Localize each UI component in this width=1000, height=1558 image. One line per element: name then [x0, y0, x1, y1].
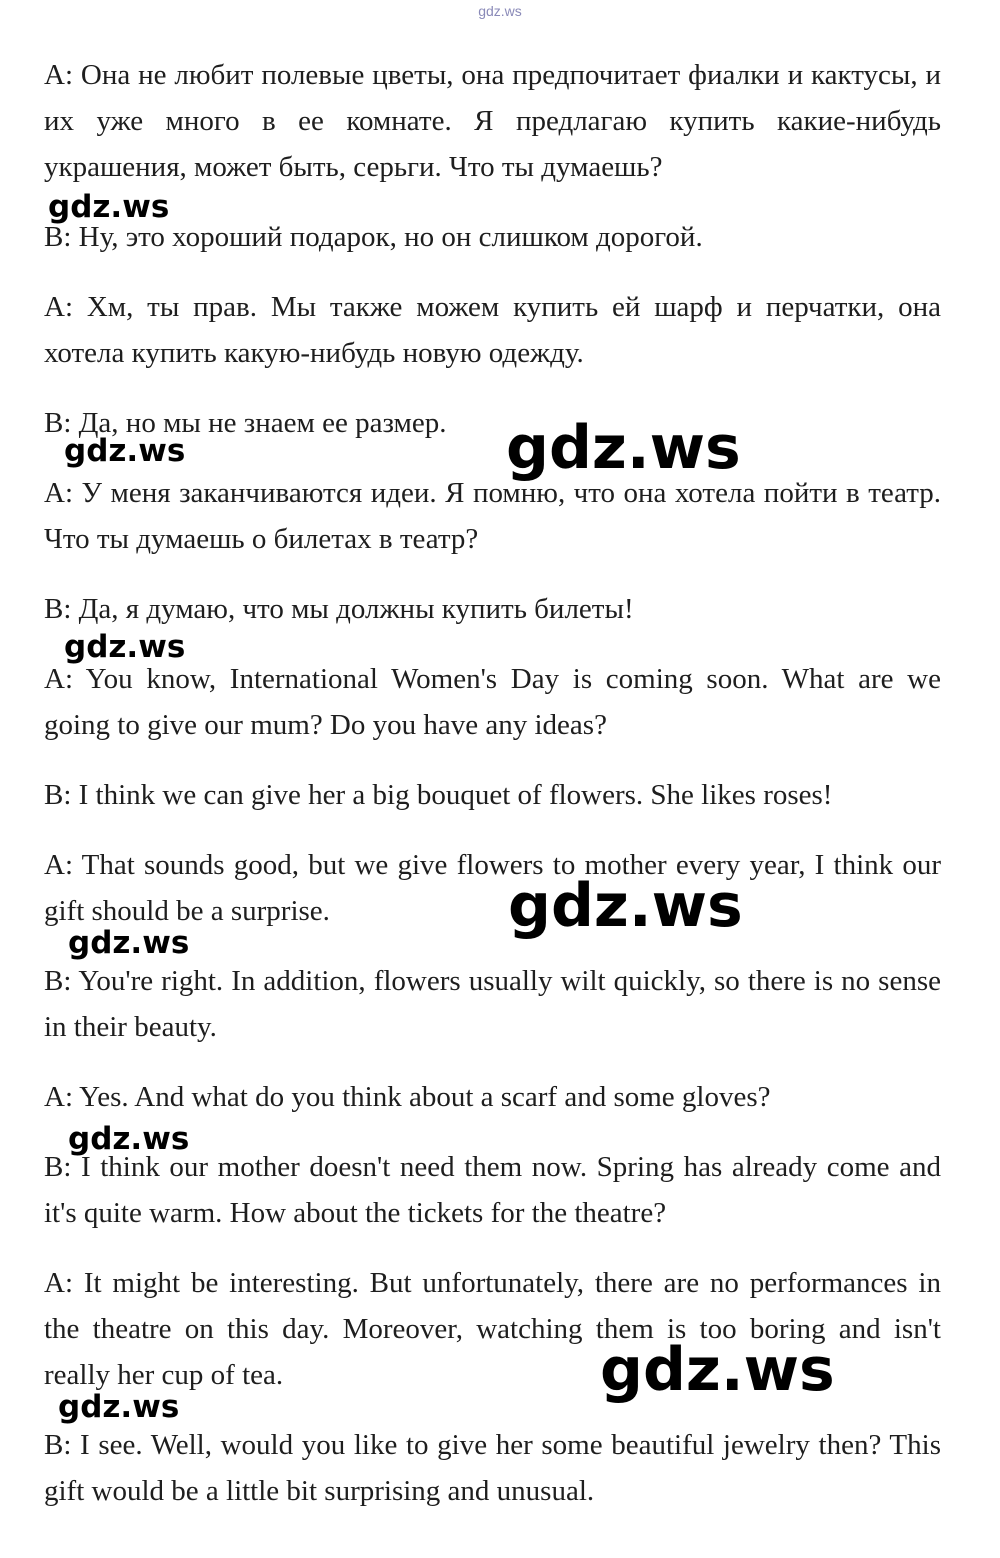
dialogue-line: B: I see. Well, would you like to give her some beautiful jewelry then? This gift would be a little bit surprising and unusual.	[44, 1429, 941, 1507]
header-watermark: gdz.ws	[478, 3, 522, 19]
dialogue-line: B: You're right. In addition, flowers usually wilt quickly, so there is no sense in their beauty.	[44, 965, 941, 1043]
watermark: gdz.ws	[506, 413, 741, 483]
dialogue-line: A: Yes. And what do you think about a scarf and some gloves?	[44, 1081, 771, 1113]
watermark: gdz.ws	[508, 871, 743, 941]
dialogue-line: A: Она не любит полевые цветы, она предпочитает фиалки и кактусы, и их уже много в ее комнате. Я предлагаю купить какие-нибудь украшения, может быть, серьги. Что ты думаешь?	[44, 59, 941, 183]
dialogue-line: B: Да, я думаю, что мы должны купить билеты!	[44, 593, 634, 625]
dialogue-line: A: У меня заканчиваются идеи. Я помню, что она хотела пойти в театр. Что ты думаешь о билетах в театр?	[44, 477, 941, 555]
watermark: gdz.ws	[64, 629, 186, 665]
watermark: gdz.ws	[64, 433, 186, 469]
watermark: gdz.ws	[600, 1335, 835, 1405]
dialogue-line: A: It might be interesting. But unfortunately, there are no performances in the theatre on this day. Moreover, watching them is too boring and isn't really her cup of tea.	[44, 1267, 941, 1391]
watermark: gdz.ws	[58, 1389, 180, 1425]
watermark: gdz.ws	[68, 1121, 190, 1157]
dialogue-line: B: Ну, это хороший подарок, но он слишком дорогой.	[44, 221, 703, 253]
dialogue-line: B: I think we can give her a big bouquet of flowers. She likes roses!	[44, 779, 833, 811]
dialogue-line: A: Хм, ты прав. Мы также можем купить ей шарф и перчатки, она хотела купить какую-нибудь новую одежду.	[44, 291, 941, 369]
watermark: gdz.ws	[48, 189, 170, 225]
dialogue-line: B: Да, но мы не знаем ее размер.	[44, 407, 447, 439]
dialogue-line: A: That sounds good, but we give flowers to mother every year, I think our gift should be a surprise.	[44, 849, 941, 927]
watermark: gdz.ws	[68, 925, 190, 961]
dialogue-line: B: I think our mother doesn't need them now. Spring has already come and it's quite warm. How about the tickets for the theatre?	[44, 1151, 941, 1229]
dialogue-line: A: You know, International Women's Day is coming soon. What are we going to give our mum? Do you have any ideas?	[44, 663, 941, 741]
